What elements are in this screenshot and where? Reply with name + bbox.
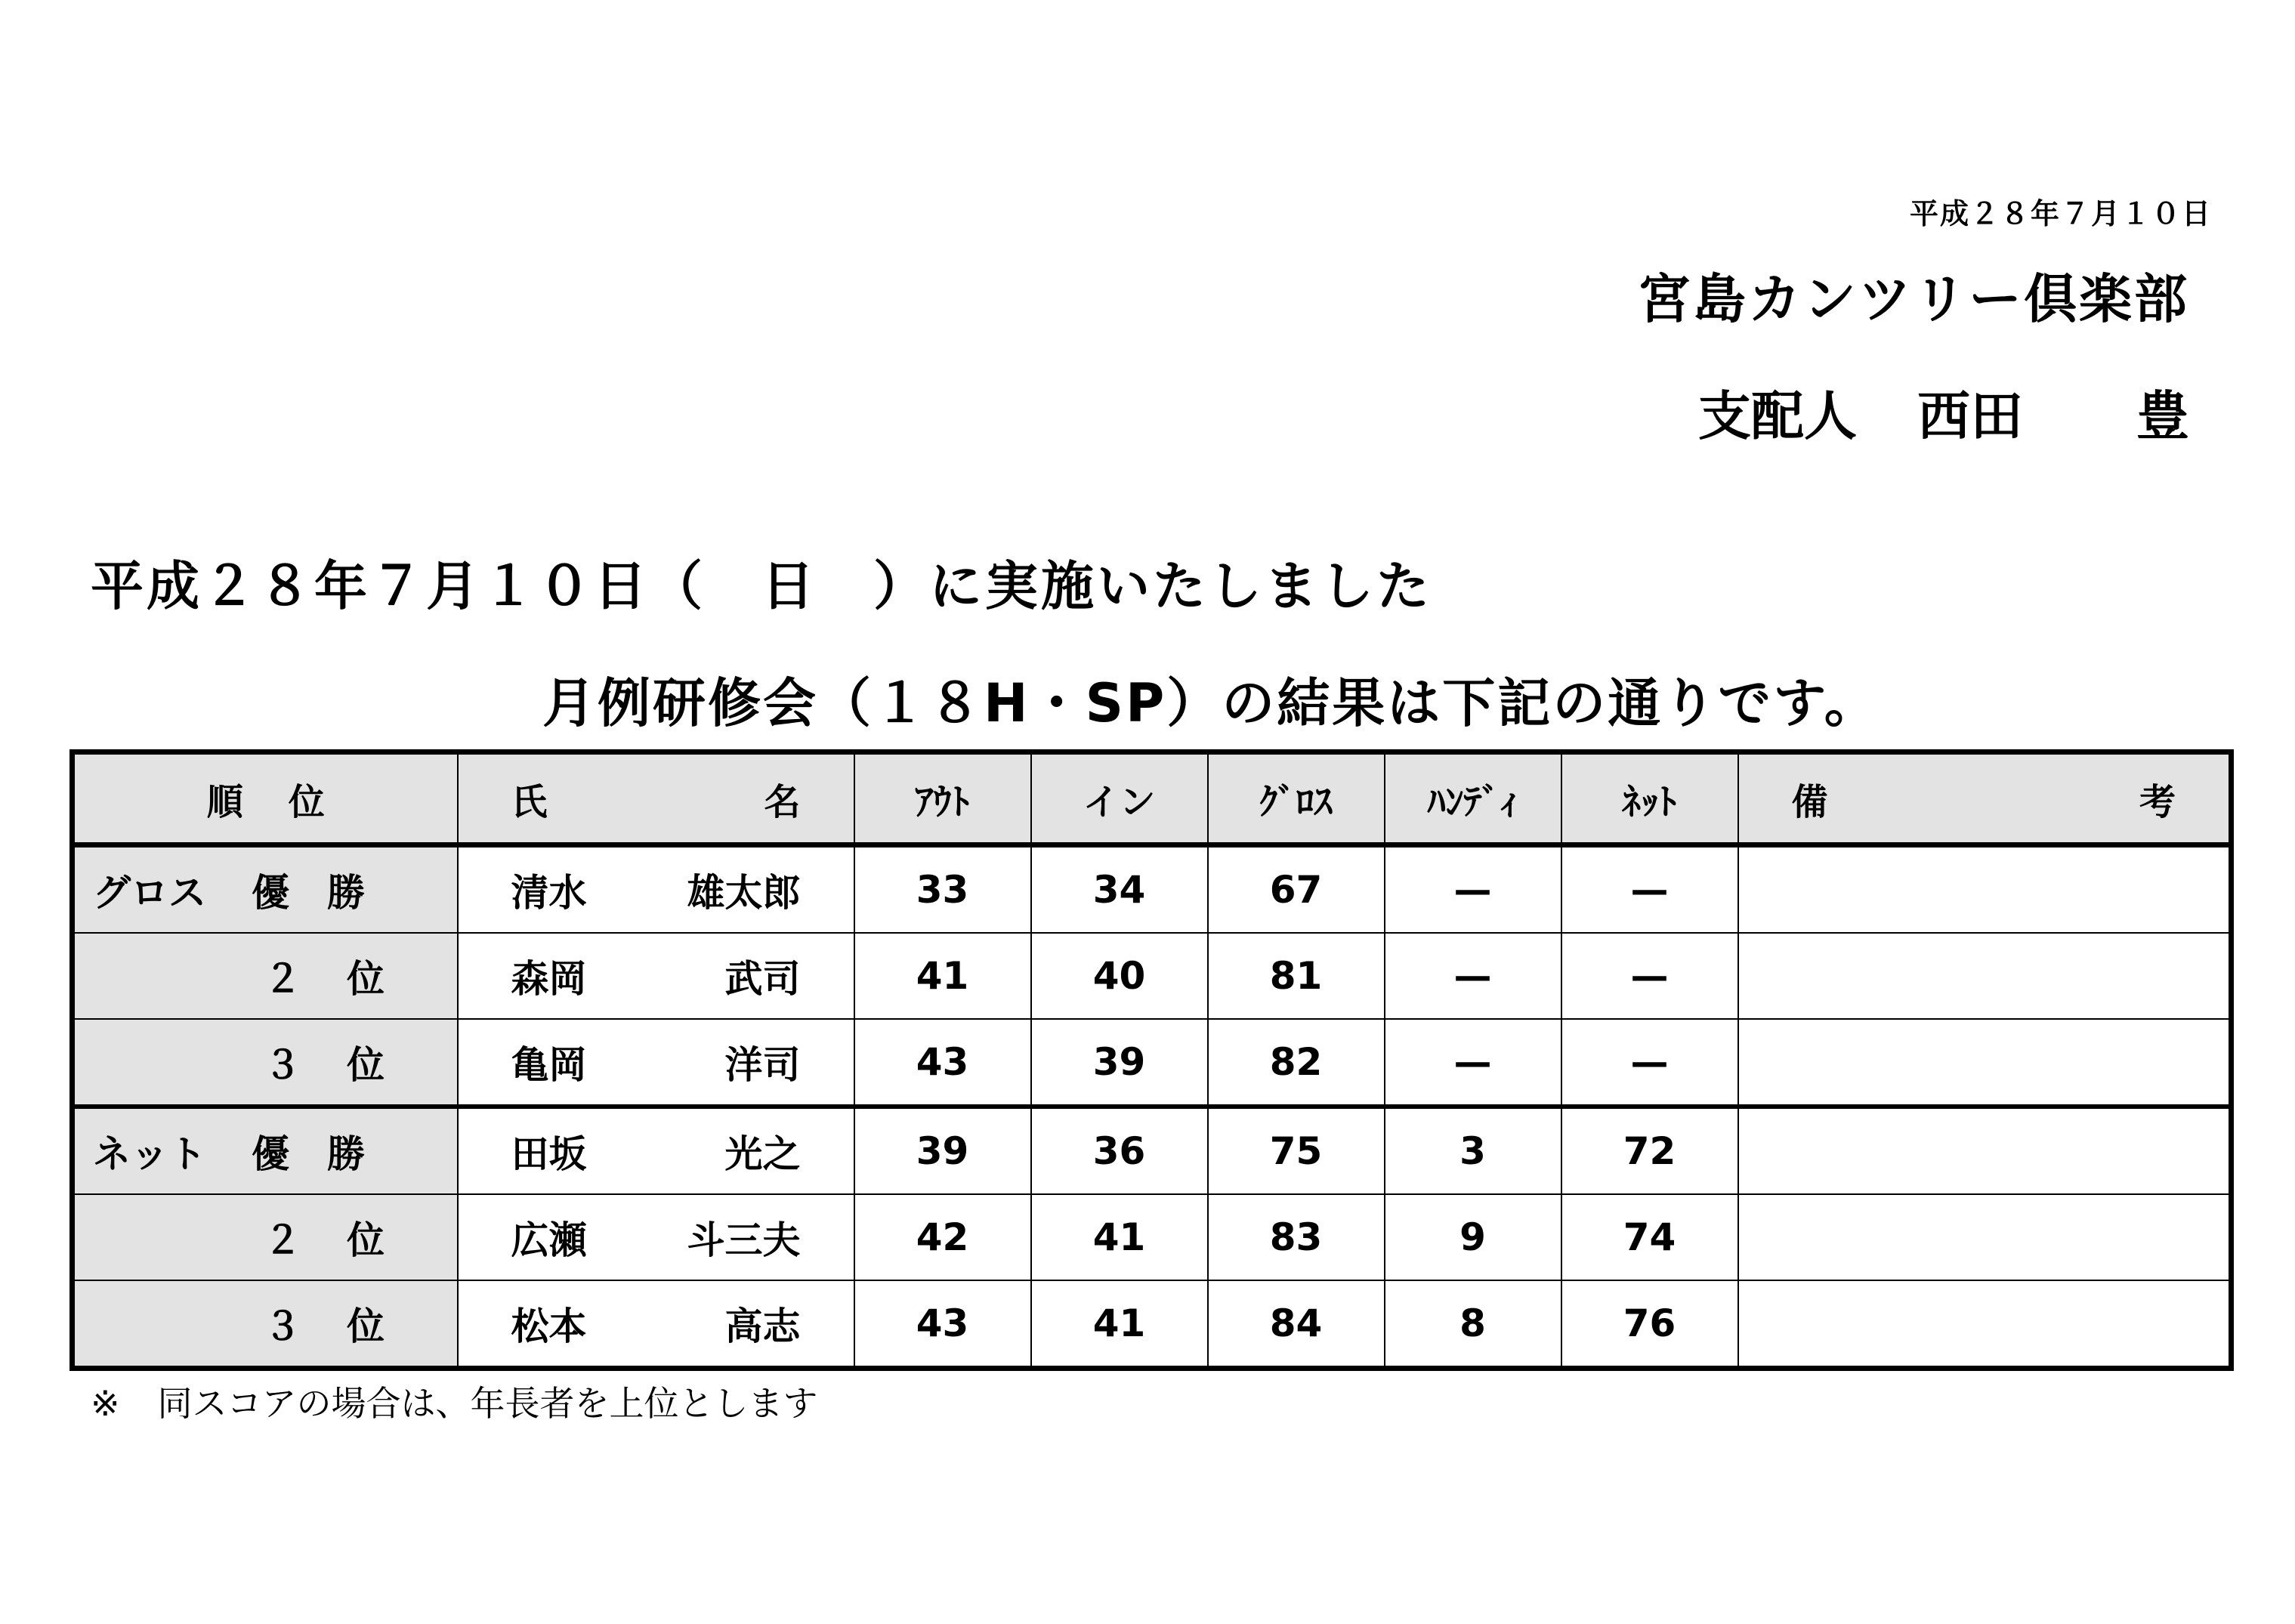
table-row	[73, 845, 2232, 934]
rank-cell	[73, 1019, 458, 1107]
table-row	[73, 1019, 2232, 1107]
gross-score: 84	[1208, 1280, 1385, 1369]
given-name: 雄太郎	[687, 871, 801, 915]
handicap: 9	[1385, 1194, 1561, 1280]
manager-given-name: 豊	[2136, 385, 2189, 447]
handicap: —	[1385, 1019, 1561, 1107]
rank-cell	[73, 1280, 458, 1369]
rank-label: 位	[347, 1304, 385, 1348]
note	[1738, 933, 2232, 1019]
in-score: 36	[1031, 1107, 1208, 1194]
note	[1738, 845, 2232, 934]
rank-cell	[73, 1107, 458, 1194]
note	[1738, 1194, 2232, 1280]
family-name: 亀岡	[511, 1043, 587, 1087]
table-header-row	[73, 752, 2232, 845]
gross-score: 67	[1208, 845, 1385, 934]
table-row	[73, 1107, 2232, 1194]
handicap: —	[1385, 845, 1561, 934]
intro-line-2: 月例研修会（１８H・SP）の結果は下記の通りです。	[542, 672, 1880, 734]
gross-score: 81	[1208, 933, 1385, 1019]
in-score: 39	[1031, 1019, 1208, 1107]
out-score: 41	[854, 933, 1031, 1019]
header-out: ｱｳﾄ	[854, 752, 1031, 845]
given-name: 洋司	[724, 1043, 801, 1087]
table-row	[73, 933, 2232, 1019]
header-in: イン	[1031, 752, 1208, 845]
out-score: 43	[854, 1019, 1031, 1107]
out-score: 42	[854, 1194, 1031, 1280]
rank-number: ２	[264, 1218, 301, 1262]
document-date: 平成２８年７月１０日	[1909, 197, 2212, 230]
header-name-left: 氏	[511, 780, 548, 823]
table-row	[73, 1280, 2232, 1369]
out-score: 33	[854, 845, 1031, 934]
club-name: 宮島カンツリー倶楽部	[1638, 268, 2189, 330]
rank-label: 位	[347, 1218, 385, 1262]
handicap: —	[1385, 933, 1561, 1019]
rank-category: グロス	[93, 871, 206, 915]
reference-mark: ※	[91, 1383, 120, 1424]
given-name: 武司	[724, 957, 801, 1001]
in-score: 40	[1031, 933, 1208, 1019]
family-name: 広瀬	[511, 1218, 587, 1262]
player-name	[458, 933, 854, 1019]
net-score: —	[1561, 933, 1738, 1019]
footnote-text: 同スコアの場合は、年長者を上位とします	[157, 1383, 818, 1424]
results-table	[69, 749, 2234, 1371]
net-score: 76	[1561, 1280, 1738, 1369]
player-name	[458, 1280, 854, 1369]
note	[1738, 1019, 2232, 1107]
header-gross: ｸﾞﾛｽ	[1208, 752, 1385, 845]
out-score: 39	[854, 1107, 1031, 1194]
header-note-right: 考	[2139, 780, 2176, 823]
rank-cell	[73, 1194, 458, 1280]
family-name: 森岡	[511, 957, 587, 1001]
header-handicap: ﾊﾝﾃﾞｨ	[1385, 752, 1561, 845]
rank-label: 優 勝	[252, 1132, 365, 1176]
note	[1738, 1107, 2232, 1194]
manager-surname: 西田	[1917, 385, 2023, 447]
family-name: 田坂	[511, 1132, 587, 1176]
gross-score: 83	[1208, 1194, 1385, 1280]
in-score: 41	[1031, 1280, 1208, 1369]
family-name: 松本	[511, 1304, 587, 1348]
rank-number: ２	[264, 957, 301, 1001]
note	[1738, 1280, 2232, 1369]
player-name	[458, 1107, 854, 1194]
header-note-left: 備	[1791, 780, 1828, 823]
footnote	[91, 1376, 818, 1426]
net-score: —	[1561, 845, 1738, 934]
table-row	[73, 1194, 2232, 1280]
rank-category: ネット	[93, 1132, 206, 1176]
player-name	[458, 1194, 854, 1280]
header-name	[458, 752, 854, 845]
in-score: 41	[1031, 1194, 1208, 1280]
rank-number: ３	[264, 1043, 301, 1087]
rank-cell	[73, 845, 458, 934]
rank-label: 位	[347, 1043, 385, 1087]
given-name: 光之	[724, 1132, 801, 1176]
gross-score: 75	[1208, 1107, 1385, 1194]
net-score: 74	[1561, 1194, 1738, 1280]
manager-signature	[1698, 374, 2189, 450]
header-name-right: 名	[764, 780, 801, 823]
header-rank: 順位	[73, 752, 458, 845]
net-score: 72	[1561, 1107, 1738, 1194]
given-name: 斗三夫	[687, 1218, 801, 1262]
rank-label: 位	[347, 957, 385, 1001]
player-name	[458, 1019, 854, 1107]
gross-score: 82	[1208, 1019, 1385, 1107]
handicap: 3	[1385, 1107, 1561, 1194]
intro-line-1: 平成２８年７月１０日（ 日 ）に実施いたしました	[91, 555, 1432, 617]
handicap: 8	[1385, 1280, 1561, 1369]
rank-label: 優 勝	[252, 871, 365, 915]
net-score: —	[1561, 1019, 1738, 1107]
header-net: ﾈｯﾄ	[1561, 752, 1738, 845]
player-name	[458, 845, 854, 934]
manager-title: 支配人	[1698, 385, 1857, 447]
given-name: 高志	[724, 1304, 801, 1348]
header-note	[1738, 752, 2232, 845]
rank-cell	[73, 933, 458, 1019]
in-score: 34	[1031, 845, 1208, 934]
family-name: 清水	[511, 871, 587, 915]
rank-number: ３	[264, 1304, 301, 1348]
out-score: 43	[854, 1280, 1031, 1369]
